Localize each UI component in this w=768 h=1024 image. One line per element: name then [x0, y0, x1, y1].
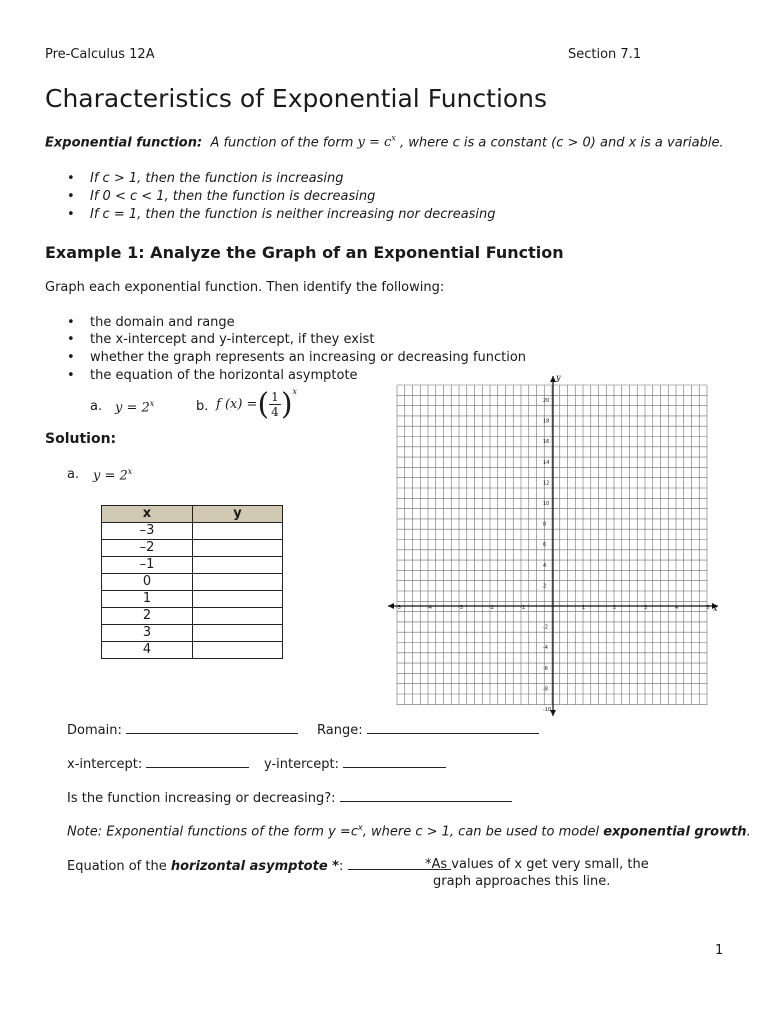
y-cell[interactable]	[193, 608, 283, 625]
table-row	[102, 557, 283, 574]
grid-lines	[397, 385, 710, 705]
table-header-y: y	[193, 506, 283, 523]
table-row	[102, 642, 283, 659]
table-row	[102, 608, 283, 625]
range-question: Range:	[317, 721, 539, 738]
y-cell[interactable]	[193, 642, 283, 659]
example-heading: Example 1: Analyze the Graph of an Exponential Function	[45, 243, 564, 262]
x-tick-label: -4	[427, 605, 432, 611]
y-tick-label: -10	[543, 707, 552, 713]
x-cell: 1	[102, 591, 193, 608]
solution-part-label: a.	[67, 467, 80, 482]
definition-term: Exponential function:	[45, 135, 203, 151]
y-cell[interactable]	[193, 574, 283, 591]
x-cell: 3	[102, 625, 193, 642]
section-number: Section 7.1	[568, 47, 642, 62]
coordinate-grid[interactable]	[380, 370, 730, 720]
asymptote-note-1: *As values of x get very small, the	[425, 857, 649, 872]
value-table	[101, 505, 283, 659]
y-tick-label: 14	[543, 459, 550, 466]
y-tick-label: 4	[543, 562, 547, 569]
x-tick-label: -5	[396, 605, 401, 611]
x-cell: 0	[102, 574, 193, 591]
course-name: Pre-Calculus 12A	[45, 47, 155, 62]
part-a-label: a.	[90, 399, 103, 414]
x-tick-label: 2	[613, 605, 617, 611]
part-b-equation: f (x) =( $\frac{1}{4}$ )$^x$	[216, 387, 298, 422]
x-tick-label: -1	[520, 605, 525, 611]
x-cell: 2	[102, 608, 193, 625]
y-tick-label: -4	[543, 645, 548, 652]
y-tick-label: 18	[543, 418, 550, 425]
y-cell[interactable]	[193, 540, 283, 557]
definition-text-b: , where c is a constant (c > 0) and x is a variable.	[399, 135, 724, 151]
y-tick-label: 2	[543, 583, 547, 590]
y-tick-label: 20	[543, 398, 550, 404]
x-tick-label: -3	[458, 605, 463, 611]
definition-formula: $y = c^x$	[357, 134, 396, 151]
y-cell[interactable]	[193, 557, 283, 574]
x-tick-label: 3	[644, 605, 648, 611]
x-cell: 4	[102, 642, 193, 659]
y-intercept-question: y-intercept:	[264, 755, 446, 772]
page-number: 1	[715, 943, 724, 958]
x-axis-label: x	[713, 604, 718, 613]
x-cell: –2	[102, 540, 193, 557]
y-intercept-blank[interactable]	[343, 755, 446, 768]
asymptote-question: Equation of the horizontal asymptote *:	[67, 857, 451, 874]
solution-equation: $y = 2^x$	[93, 467, 133, 484]
domain-question: Domain:	[67, 721, 298, 738]
increasing-blank[interactable]	[340, 789, 512, 802]
asymptote-note-2: graph approaches this line.	[433, 874, 611, 889]
table-header-row	[102, 506, 283, 523]
y-tick-label: 12	[543, 480, 550, 487]
y-tick-label: -6	[543, 665, 548, 672]
definition	[45, 134, 724, 150]
domain-blank[interactable]	[126, 721, 298, 734]
table-row	[102, 591, 283, 608]
x-cell: –3	[102, 523, 193, 540]
x-tick-label: 5	[706, 605, 710, 611]
x-tick-label: 4	[675, 605, 679, 611]
x-tick-label: 1	[582, 605, 586, 611]
x-axis-left-arrow	[388, 603, 394, 609]
table-row	[102, 540, 283, 557]
solution-heading: Solution:	[45, 431, 117, 447]
y-tick-label: 16	[543, 439, 550, 446]
x-intercept-blank[interactable]	[146, 755, 249, 768]
x-tick-label: -2	[489, 605, 494, 611]
y-axis-label: y	[556, 373, 561, 382]
range-blank[interactable]	[367, 721, 539, 734]
y-cell[interactable]	[193, 591, 283, 608]
table-header-x: x	[102, 506, 193, 523]
y-tick-label: 10	[543, 501, 550, 507]
y-cell[interactable]	[193, 625, 283, 642]
table-row	[102, 625, 283, 642]
increasing-question: Is the function increasing or decreasing?:	[67, 789, 512, 806]
page-title: Characteristics of Exponential Functions	[45, 84, 548, 113]
example-instruction: Graph each exponential function. Then identify the following:	[45, 280, 445, 295]
y-tick-label: -8	[543, 686, 548, 693]
part-b-label: b.	[196, 399, 209, 414]
y-cell[interactable]	[193, 523, 283, 540]
table-row	[102, 523, 283, 540]
part-a-equation: $y = 2^x$	[115, 399, 155, 416]
y-tick-label: -2	[543, 624, 548, 631]
y-tick-label: 8	[543, 521, 547, 528]
definition-text-a: A function of the form	[210, 135, 354, 151]
x-cell: –1	[102, 557, 193, 574]
y-tick-label: 6	[543, 542, 547, 549]
table-row	[102, 574, 283, 591]
growth-note: Note: Exponential functions of the form $y =c^x$, where c > 1, can be used to model exponential growth.	[67, 823, 751, 840]
x-intercept-question: x-intercept:	[67, 755, 249, 772]
